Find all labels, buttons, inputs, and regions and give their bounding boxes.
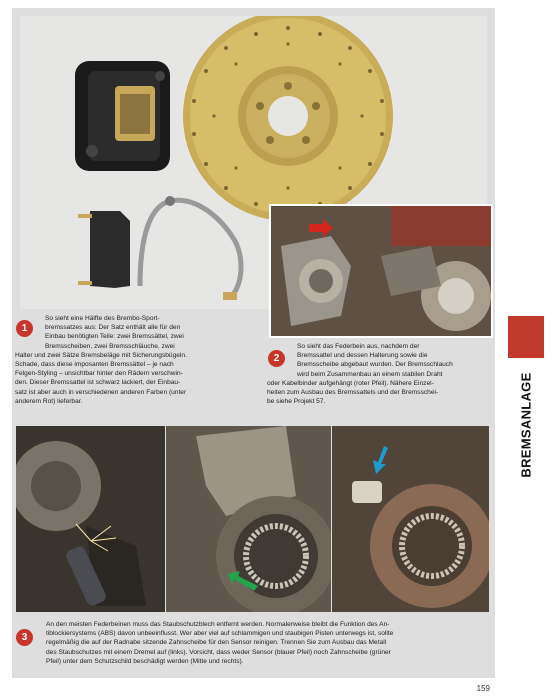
caption-1-badge: 1 bbox=[16, 320, 33, 337]
caption-2-line: Bremsscheibe abgebaut wurden. Der Bremsschlauch bbox=[297, 361, 453, 369]
caption-3-badge: 3 bbox=[16, 629, 33, 646]
caption-3-text bbox=[46, 620, 491, 666]
caption-2-line: wird beim Zusammenbau an einem stabilen Draht bbox=[297, 370, 443, 378]
caption-3-line: Pfeil) unter dem Schutzschild beschädigt werden (Mitte und rechts). bbox=[46, 657, 244, 665]
section-label: BREMSANLAGE bbox=[518, 372, 534, 478]
caption-1-line: anderem Rot) lieferbar. bbox=[15, 397, 83, 405]
caption-1-line: den. Dieser Bremssattel ist schwarz lackiert, der Einbau- bbox=[15, 379, 181, 387]
section-color-tab bbox=[508, 316, 544, 358]
caption-3-line: regelmäßig die auf der Radnabe sitzende Zahnscheibe für den Sensor reinigen. Trennen Sie zum Ausbau das Metall bbox=[46, 639, 387, 647]
caption-3-line: tiblockiersystems (ABS) davon unbeeinflusst. Wer aber viel auf schlammigen und staubigen Pisten unterwegs ist, sollte bbox=[46, 630, 394, 638]
caption-2-line: be siehe Projekt 57. bbox=[267, 398, 326, 406]
caption-2-line: oder Kabelbinder aufgehängt (roter Pfeil). Nähere Einzel- bbox=[267, 379, 434, 387]
caption-1-text bbox=[15, 314, 265, 406]
caption-1-line: So sieht eine Hälfte des Brembo-Sport- bbox=[45, 315, 160, 322]
caption-1-line: Bremsscheiben, zwei Bremsschläuche, zwei bbox=[45, 342, 175, 350]
caption-2-line: heiten zum Ausbau des Bremssattels und der Bremsschei- bbox=[267, 389, 439, 397]
caption-3-line: An den meisten Federbeinen muss das Staubschutzblech entfernt werden. Normalerweise bleibt die Funktion des An- bbox=[46, 621, 390, 628]
photo-dust-shield-blue-arrow bbox=[332, 426, 489, 612]
photo-dust-shield-green-arrow bbox=[166, 426, 331, 612]
caption-2-line: So sieht das Federbein aus, nachdem der bbox=[297, 343, 420, 350]
caption-1-line: Halter und zwei Sätze Bremsbeläge mit Sicherungsbügeln. bbox=[15, 351, 187, 359]
caption-1-line: satz ist aber auch in verschiedenen anderen Farben (unter bbox=[15, 388, 187, 396]
page-number: 159 bbox=[476, 684, 490, 693]
caption-3-line: des Staubschutzes mit einem Dremel auf (links). Vorsicht, dass weder Sensor (blauer Pfeil) noch Zahnscheibe (grüner bbox=[46, 648, 391, 656]
caption-2-badge: 2 bbox=[268, 350, 285, 367]
caption-2-line: Bremssattel und dessen Halterung sowie die bbox=[297, 352, 428, 360]
photo-dremel-cutting bbox=[16, 426, 165, 612]
caption-1-line: bremssatzes aus: Der Satz enthält alle für den bbox=[45, 324, 181, 332]
caption-2-text bbox=[267, 342, 492, 406]
page-panel bbox=[12, 8, 495, 678]
photo-strut-disassembled bbox=[269, 204, 493, 338]
caption-1-line: Felgen-Styling – unsichtbar hinter den Rädern verschwin- bbox=[15, 370, 183, 378]
caption-1-line: Einbau benötigten Teile: zwei Bremssättel, zwei bbox=[45, 333, 184, 341]
caption-1-line: Schade, dass diese imposanten Bremssättel – je nach bbox=[15, 361, 174, 369]
